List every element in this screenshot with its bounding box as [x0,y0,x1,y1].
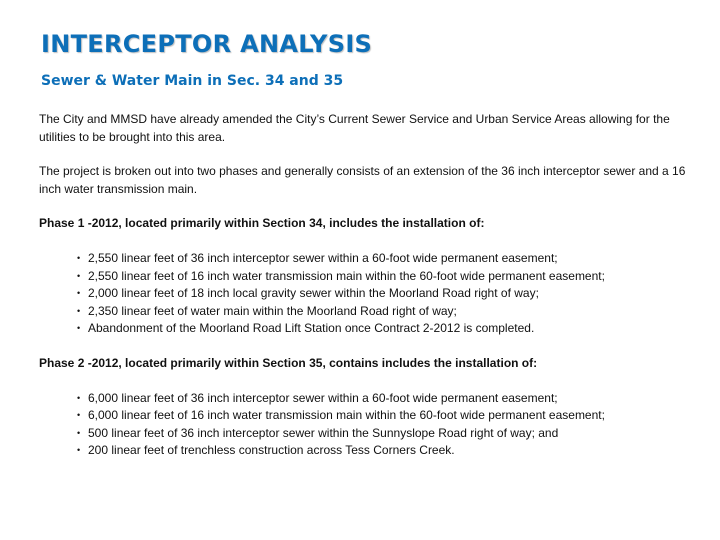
list-item-text: Abandonment of the Moorland Road Lift Station once Contract 2-2012 is completed. [88,321,535,335]
bullet-icon: • [77,445,81,455]
phase-1-heading: Phase 1 -2012, located primarily within Section 34, includes the installation of: [39,216,485,230]
list-item [77,442,699,460]
list-item [77,303,699,321]
list-item [77,285,699,303]
bullet-icon: • [77,253,81,263]
bullet-icon: • [77,427,81,438]
list-item-text: 2,350 linear feet of water main within the Moorland Road right of way; [88,303,457,318]
list-item-text: 6,000 linear feet of 36 inch interceptor sewer within a 60-foot wide permanent easement; [88,390,558,405]
bullet-icon: • [77,323,81,333]
bullet-icon: • [77,305,81,316]
list-item [77,268,699,286]
list-item-text: 500 linear feet of 36 inch interceptor sewer within the Sunnyslope Road right of way; and [88,425,559,440]
list-item-text: 6,000 linear feet of 16 inch water transmission main within the 60-foot wide permanent easement; [88,408,605,422]
slide-body [39,110,699,476]
list-item-text: 2,550 linear feet of 36 inch interceptor sewer within a 60-foot wide permanent easement; [88,251,558,265]
list-item-text: 2,000 linear feet of 18 inch local gravity sewer within the Moorland Road right of way; [88,286,539,300]
bullet-icon: • [77,288,81,298]
list-item-text: 200 linear feet of trenchless construction across Tess Corners Creek. [88,443,455,457]
phase-1-list [39,250,699,338]
list-item-text: 2,550 linear feet of 16 inch water transmission main within the 60-foot wide permanent easement; [88,268,605,283]
page-title: INTERCEPTOR ANALYSIS [41,30,373,58]
bullet-icon: • [77,270,81,281]
page-subtitle: Sewer & Water Main in Sec. 34 and 35 [41,73,344,89]
list-item [77,390,699,408]
list-item [77,425,699,443]
list-item [77,320,699,338]
list-item [77,250,699,268]
list-item [77,407,699,425]
intro-paragraph: The City and MMSD have already amended the City’s Current Sewer Service and Urban Service Areas allowing for the utilities to be brought into this area. [39,112,670,144]
bullet-icon: • [77,410,81,420]
bullet-icon: • [77,392,81,403]
overview-paragraph: The project is broken out into two phases and generally consists of an extension of the 36 inch interceptor sewer and a 16 inch water transmission main. [39,164,686,196]
phase-2-list [39,390,699,460]
phase-2-heading: Phase 2 -2012, located primarily within Section 35, contains includes the installation of: [39,355,538,370]
